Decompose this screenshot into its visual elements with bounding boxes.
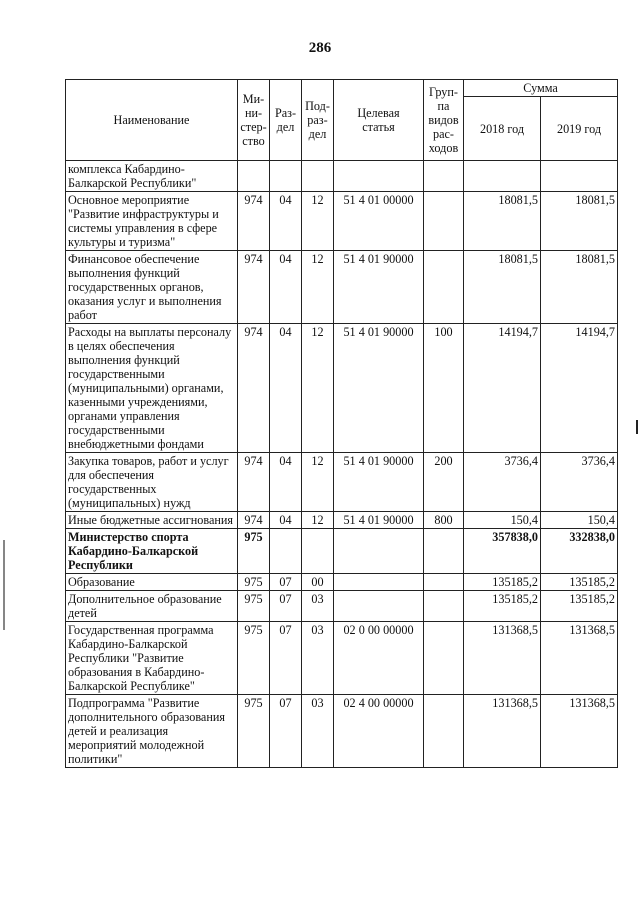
cell-target: 02 0 00 00000 — [334, 622, 424, 695]
table-row — [66, 192, 618, 251]
cell-name: Основное мероприятие "Развитие инфраструктуры и системы управления в сфере культуры и туризма" — [66, 192, 238, 251]
cell-2019: 131368,5 — [541, 695, 618, 768]
cell-2019: 135185,2 — [541, 574, 618, 591]
cell-name: Образование — [66, 574, 238, 591]
header-year-2018: 2018 год — [464, 97, 541, 161]
cell-section: 04 — [270, 324, 302, 453]
cell-subsection: 03 — [302, 591, 334, 622]
page-number: 286 — [308, 40, 332, 56]
table-row — [66, 529, 618, 574]
cell-2019: 18081,5 — [541, 192, 618, 251]
table-row — [66, 251, 618, 324]
table-row — [66, 161, 618, 192]
cell-name: Расходы на выплаты персоналу в целях обеспечения выполнения функций государственными (муниципальными) органами, казенными учреждениями, органами управления государственными внебюджетными фондами — [66, 324, 238, 453]
cell-2018: 131368,5 — [464, 695, 541, 768]
header-year-2019: 2019 год — [541, 97, 618, 161]
cell-subsection: 12 — [302, 192, 334, 251]
cell-ministry: 975 — [238, 695, 270, 768]
cell-ministry — [238, 161, 270, 192]
cell-section — [270, 529, 302, 574]
cell-section: 07 — [270, 695, 302, 768]
cell-ministry: 974 — [238, 251, 270, 324]
cell-target: 51 4 01 90000 — [334, 251, 424, 324]
cell-target: 51 4 01 90000 — [334, 453, 424, 512]
cell-2019: 18081,5 — [541, 251, 618, 324]
cell-section: 04 — [270, 453, 302, 512]
cell-expense-group — [424, 192, 464, 251]
cell-target — [334, 591, 424, 622]
cell-expense-group — [424, 574, 464, 591]
cell-ministry: 975 — [238, 529, 270, 574]
cell-2018: 18081,5 — [464, 192, 541, 251]
cell-target: 02 4 00 00000 — [334, 695, 424, 768]
cell-expense-group — [424, 695, 464, 768]
cell-2018: 18081,5 — [464, 251, 541, 324]
cell-expense-group — [424, 622, 464, 695]
cell-expense-group — [424, 529, 464, 574]
cell-subsection: 12 — [302, 453, 334, 512]
cell-section: 07 — [270, 622, 302, 695]
cell-2019: 14194,7 — [541, 324, 618, 453]
cell-target — [334, 529, 424, 574]
header-section: Раз- дел — [270, 80, 302, 161]
cell-name: Иные бюджетные ассигнования — [66, 512, 238, 529]
cell-section: 04 — [270, 512, 302, 529]
cell-expense-group: 800 — [424, 512, 464, 529]
cell-name: Министерство спорта Кабардино-Балкарской Республики — [66, 529, 238, 574]
table-row — [66, 453, 618, 512]
cell-name: Закупка товаров, работ и услуг для обеспечения государственных (муниципальных) нужд — [66, 453, 238, 512]
cell-2019: 3736,4 — [541, 453, 618, 512]
cell-2018: 150,4 — [464, 512, 541, 529]
cell-2019: 135185,2 — [541, 591, 618, 622]
cell-subsection: 03 — [302, 622, 334, 695]
cell-subsection: 12 — [302, 512, 334, 529]
cell-name: Государственная программа Кабардино-Балкарской Республики "Развитие образования в Кабардино-Балкарской Республике" — [66, 622, 238, 695]
cell-expense-group: 100 — [424, 324, 464, 453]
header-name: Наименование — [66, 80, 238, 161]
cell-2019: 332838,0 — [541, 529, 618, 574]
cell-ministry: 975 — [238, 591, 270, 622]
scan-edge-mark — [636, 420, 638, 434]
cell-expense-group — [424, 161, 464, 192]
scan-edge-mark — [3, 540, 5, 630]
header-ministry: Ми- ни- стер- ство — [238, 80, 270, 161]
cell-subsection: 12 — [302, 324, 334, 453]
cell-subsection — [302, 161, 334, 192]
header-expense-group: Груп- па видов рас- ходов — [424, 80, 464, 161]
cell-2018: 135185,2 — [464, 591, 541, 622]
cell-2019: 150,4 — [541, 512, 618, 529]
cell-subsection: 03 — [302, 695, 334, 768]
table-row — [66, 574, 618, 591]
cell-ministry: 974 — [238, 453, 270, 512]
cell-2018: 3736,4 — [464, 453, 541, 512]
cell-target — [334, 161, 424, 192]
cell-subsection: 00 — [302, 574, 334, 591]
header-subsection: Под- раз- дел — [302, 80, 334, 161]
cell-name: комплекса Кабардино-Балкарской Республики" — [66, 161, 238, 192]
cell-2019: 131368,5 — [541, 622, 618, 695]
table-row — [66, 622, 618, 695]
table-row — [66, 512, 618, 529]
cell-expense-group — [424, 251, 464, 324]
header-target: Целевая статья — [334, 80, 424, 161]
table-body — [66, 161, 618, 768]
cell-ministry: 975 — [238, 622, 270, 695]
cell-target — [334, 574, 424, 591]
table-row — [66, 591, 618, 622]
cell-section: 07 — [270, 574, 302, 591]
cell-ministry: 974 — [238, 512, 270, 529]
cell-expense-group: 200 — [424, 453, 464, 512]
table-row — [66, 324, 618, 453]
table-row — [66, 695, 618, 768]
cell-target: 51 4 01 90000 — [334, 512, 424, 529]
cell-section: 04 — [270, 251, 302, 324]
cell-2018 — [464, 161, 541, 192]
cell-subsection: 12 — [302, 251, 334, 324]
header-sum: Сумма — [464, 80, 618, 97]
cell-2019 — [541, 161, 618, 192]
cell-2018: 131368,5 — [464, 622, 541, 695]
cell-target: 51 4 01 90000 — [334, 324, 424, 453]
cell-2018: 14194,7 — [464, 324, 541, 453]
cell-ministry: 974 — [238, 324, 270, 453]
cell-name: Финансовое обеспечение выполнения функций государственных органов, оказания услуг и выполнения работ — [66, 251, 238, 324]
cell-name: Подпрограмма "Развитие дополнительного образования детей и реализация мероприятий молодежной политики" — [66, 695, 238, 768]
cell-ministry: 974 — [238, 192, 270, 251]
cell-expense-group — [424, 591, 464, 622]
budget-table — [65, 79, 618, 768]
cell-section: 04 — [270, 192, 302, 251]
cell-target: 51 4 01 00000 — [334, 192, 424, 251]
cell-name: Дополнительное образование детей — [66, 591, 238, 622]
cell-ministry: 975 — [238, 574, 270, 591]
cell-section: 07 — [270, 591, 302, 622]
cell-2018: 135185,2 — [464, 574, 541, 591]
cell-2018: 357838,0 — [464, 529, 541, 574]
cell-section — [270, 161, 302, 192]
cell-subsection — [302, 529, 334, 574]
